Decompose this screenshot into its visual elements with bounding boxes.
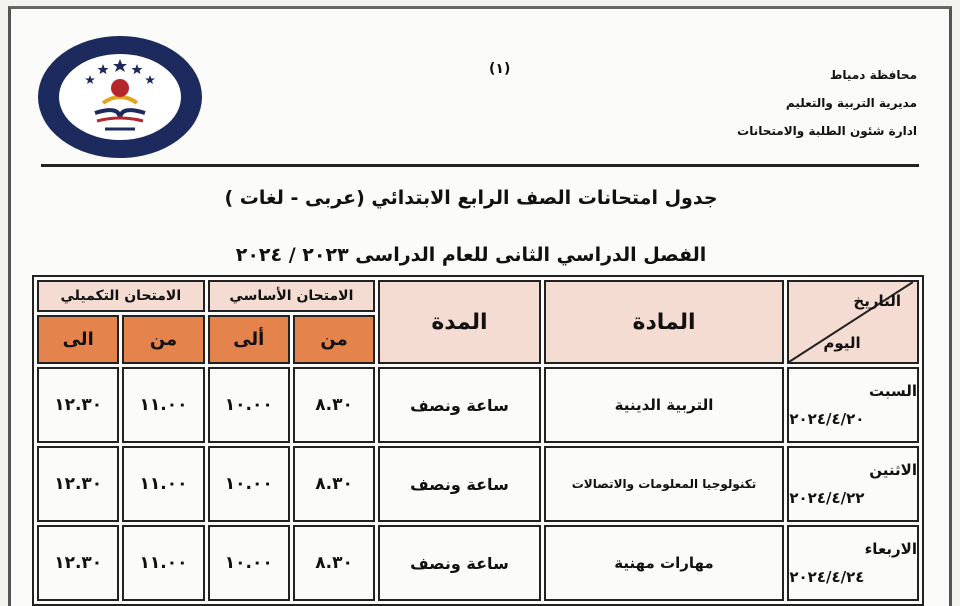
day-name: الاثنين (869, 461, 917, 479)
day-date-cell (787, 525, 919, 601)
table-row (37, 525, 919, 601)
supp-to-header: الى (37, 315, 119, 364)
term-subtitle: الفصل الدراسي الثانى للعام الدراسى ٢٠٢٣ / ٢٠٢٤ (235, 244, 707, 266)
directorate-label: مديرية التربية والتعليم (785, 96, 917, 110)
supp-from-cell: ١١.٠٠ (122, 525, 204, 601)
main-to-cell: ١٠.٠٠ (208, 525, 290, 601)
subject-cell: تكنولوجيا المعلومات والاتصالات (544, 446, 785, 522)
table-row (37, 367, 919, 443)
department-label: ادارة شئون الطلبة والامتحانات (737, 124, 917, 138)
supp-from-cell: ١١.٠٠ (122, 446, 204, 522)
schedule-title: جدول امتحانات الصف الرابع الابتدائي (عربى - لغات ) (224, 187, 718, 209)
supp-from-cell: ١١.٠٠ (122, 367, 204, 443)
duration-header: المدة (378, 280, 541, 364)
day-date-cell (787, 367, 919, 443)
day-name: الاربعاء (864, 540, 917, 558)
duration-cell: ساعة ونصف (378, 525, 541, 601)
exam-date: ٢٠٢٤/٤/٢٤ (789, 568, 865, 586)
exam-schedule-table (32, 275, 924, 606)
supplementary-exam-header: الامتحان التكميلي (37, 280, 205, 312)
main-to-cell: ١٠.٠٠ (208, 367, 290, 443)
table-row (37, 446, 919, 522)
main-from-header: من (293, 315, 375, 364)
supp-to-cell: ١٢.٣٠ (37, 446, 119, 522)
main-from-cell: ٨.٣٠ (293, 367, 375, 443)
date-day-header-cell (787, 280, 919, 364)
date-header: التاريخ (853, 292, 901, 310)
duration-cell: ساعة ونصف (378, 367, 541, 443)
supp-from-header: من (122, 315, 204, 364)
page-number: (١) (489, 61, 511, 77)
day-name: السبت (868, 382, 917, 400)
subject-cell: مهارات مهنية (544, 525, 785, 601)
day-header: اليوم (823, 334, 861, 352)
subject-header: المادة (544, 280, 785, 364)
issuer-header (657, 61, 917, 145)
main-from-cell: ٨.٣٠ (293, 446, 375, 522)
supp-to-cell: ١٢.٣٠ (37, 367, 119, 443)
header-divider (41, 164, 919, 167)
governorate-label: محافظة دمياط (829, 68, 917, 82)
day-date-cell (787, 446, 919, 522)
subject-cell: التربية الدينية (544, 367, 785, 443)
directorate-logo (35, 33, 205, 161)
main-to-header: ألى (208, 315, 290, 364)
main-to-cell: ١٠.٠٠ (208, 446, 290, 522)
supp-to-cell: ١٢.٣٠ (37, 525, 119, 601)
main-from-cell: ٨.٣٠ (293, 525, 375, 601)
main-exam-header: الامتحان الأساسي (208, 280, 376, 312)
exam-date: ٢٠٢٤/٤/٢٠ (789, 410, 865, 428)
exam-date: ٢٠٢٤/٤/٢٢ (789, 489, 865, 507)
duration-cell: ساعة ونصف (378, 446, 541, 522)
